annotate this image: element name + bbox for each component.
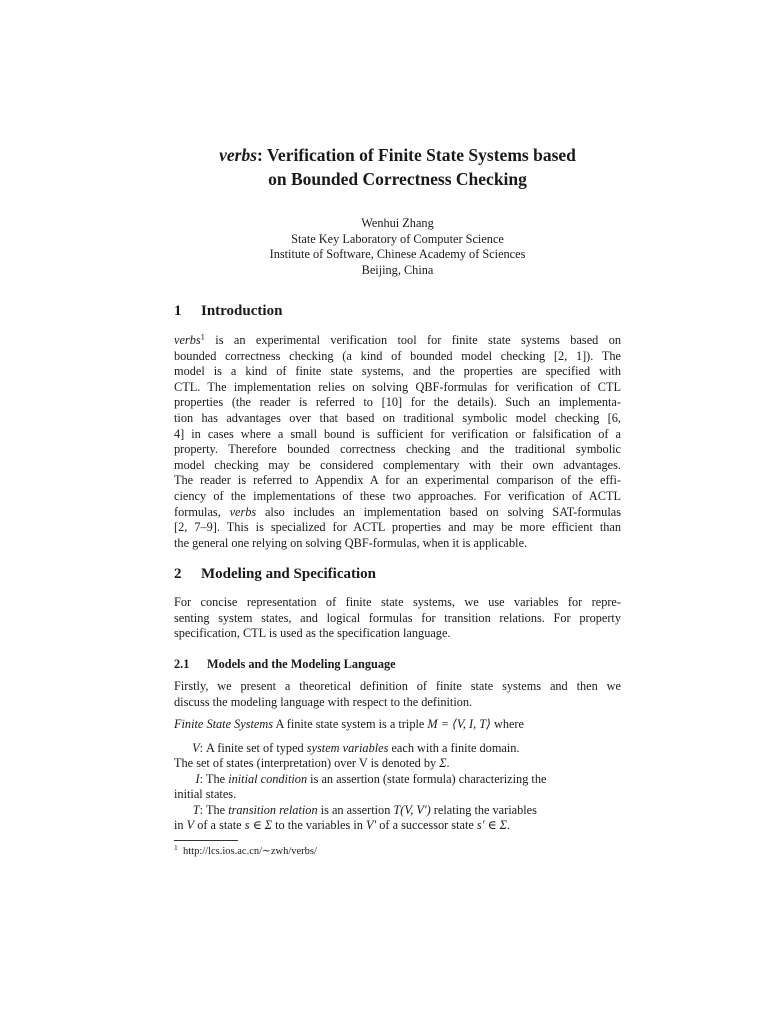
tool-name-inline: verbs [174,333,201,347]
paragraph-label: Finite State Systems [174,717,274,731]
author-location: Beijing, China [361,262,434,277]
models-paragraph: Firstly, we present a theoretical definition of finite state systems and then we discuss the modeling language with respect to the definition. [174,679,621,709]
footnote-number: 1 [174,842,178,852]
definition-item-i: I: The initial condition is an assertion (state formula) characterizing the [195,771,547,786]
triple-formula: M = ⟨V, I, T⟩ [427,717,491,731]
finite-state-systems-paragraph: Finite State Systems A finite state system is a triple M = ⟨V, I, T⟩ where [174,717,524,731]
footnote [174,842,317,858]
footnote-mark: 1 [200,331,205,342]
title-line-2: on Bounded Correctness Checking [268,168,527,189]
author-affiliation-2: Institute of Software, Chinese Academy of Sciences [269,247,526,262]
footnote-rule [174,840,238,841]
author-block [174,216,621,278]
definition-item-v: V: A finite set of typed system variables each with a finite domain. [192,741,520,755]
section-heading-modeling: 2 Modeling and Specification [174,566,377,582]
section-heading-introduction: 1 Introduction [174,303,283,319]
definition-item-t: T: The transition relation is an assertion T(V, V′) relating the variables [192,802,537,817]
title-tool-name: verbs [219,145,258,165]
paper-title [174,144,621,191]
modeling-paragraph: For concise representation of finite state systems, we use variables for repre- senting system states, and logical formulas for transition relations. For property specification, CTL is used as the specification language. [174,595,621,641]
footnote-url[interactable]: http://lcs.ios.ac.cn/∼zwh/verbs/ [183,846,317,857]
definition-list: V: A finite set of typed system variables each with a finite domain. The set of states (interpretation) over V is denoted by Σ. I: The initial condition is an assertion (state formula) characterizing the initial states. T: The transition relation is an assertion T(V, V′) relating the variables in V of a state s ∈ Σ to the variables in V′ of a successor state s′ ∈ Σ. [174,741,621,833]
author-name: Wenhui Zhang [361,216,434,230]
title-line-1: : Verification of Finite State Systems based [257,145,576,165]
introduction-paragraph: verbs$^1$ is an experimental verification tool for finite state systems based on bounded correctness checking (a kind of bounded model checking [2, 1]). The model is a kind of finite state systems, and the properties are specified with CTL. The implementation relies on solving QBF-formulas for verification of CTL properties (the reader is referred to [10] for the details). Such an implementa- tion has advantages over that based on traditional symbolic model checking [6, 4] in cases where a small bound is sufficient for verification or falsification of a property. Therefore bounded correctness checking and the traditional symbolic model checking may be considered complementary with their own advantages. The reader is referred to Appendix A for an experimental comparison of the effi- ciency of the implementations of these two approaches. For verification of ACTL formulas, verbs also includes an implementation based on solving SAT-formulas [2, 7–9]. This is specialized for ACTL properties and may be more efficient than the general one relying on solving QBF-formulas, when it is applicable. [174,331,621,550]
author-affiliation-1: State Key Laboratory of Computer Science [291,231,504,246]
subsection-heading-models: 2.1 Models and the Modeling Language [174,657,396,671]
